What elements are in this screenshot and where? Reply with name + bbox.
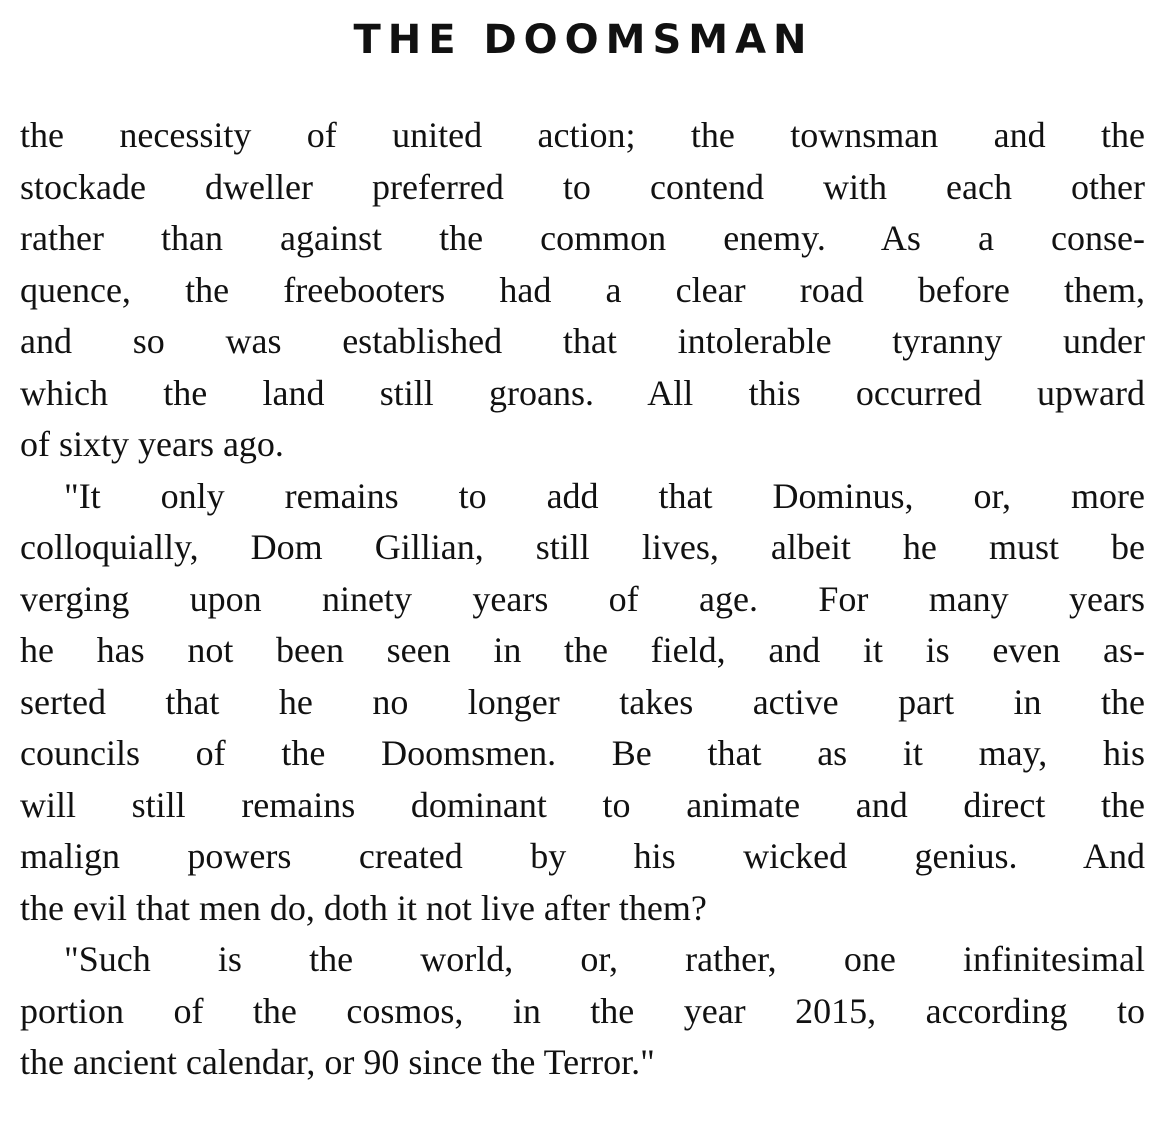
running-head: THE DOOMSMAN (353, 17, 814, 63)
text-line: will still remains dominant to animate and direct the (20, 784, 1145, 825)
text-line: "Such is the world, or, rather, one infinitesimal (64, 939, 1145, 979)
text-line: quence, the freebooters had a clear road before them, (20, 269, 1145, 310)
text-line: councils of the Doomsmen. Be that as it may, his (20, 733, 1145, 773)
text-line: rather than against the common enemy. As a conse- (20, 218, 1145, 258)
text-line: stockade dweller preferred to contend with each other (20, 166, 1145, 207)
paragraph-3 (20, 934, 1145, 1089)
paragraph-2 (20, 471, 1145, 935)
text-line: the evil that men do, doth it not live after them? (20, 887, 707, 928)
text-line: the necessity of united action; the townsman and the (20, 115, 1145, 155)
text-line: of sixty years ago. (20, 424, 284, 464)
text-line: malign powers created by his wicked genius. And (20, 836, 1145, 876)
text-line: verging upon ninety years of age. For many years (20, 578, 1145, 619)
text-line: serted that he no longer takes active part in the (20, 681, 1145, 722)
text-line: the ancient calendar, or 90 since the Terror." (20, 1042, 655, 1082)
text-line: and so was established that intolerable tyranny under (20, 321, 1145, 361)
text-line: colloquially, Dom Gillian, still lives, albeit he must be (20, 527, 1145, 567)
text-line: which the land still groans. All this occurred upward (20, 372, 1145, 413)
text-line: portion of the cosmos, in the year 2015, according to (20, 990, 1145, 1031)
text-line: he has not been seen in the field, and it is even as- (20, 630, 1145, 670)
paragraph-1 (20, 110, 1145, 471)
body-text (20, 110, 1145, 1089)
text-line: "It only remains to add that Dominus, or, more (64, 475, 1145, 516)
